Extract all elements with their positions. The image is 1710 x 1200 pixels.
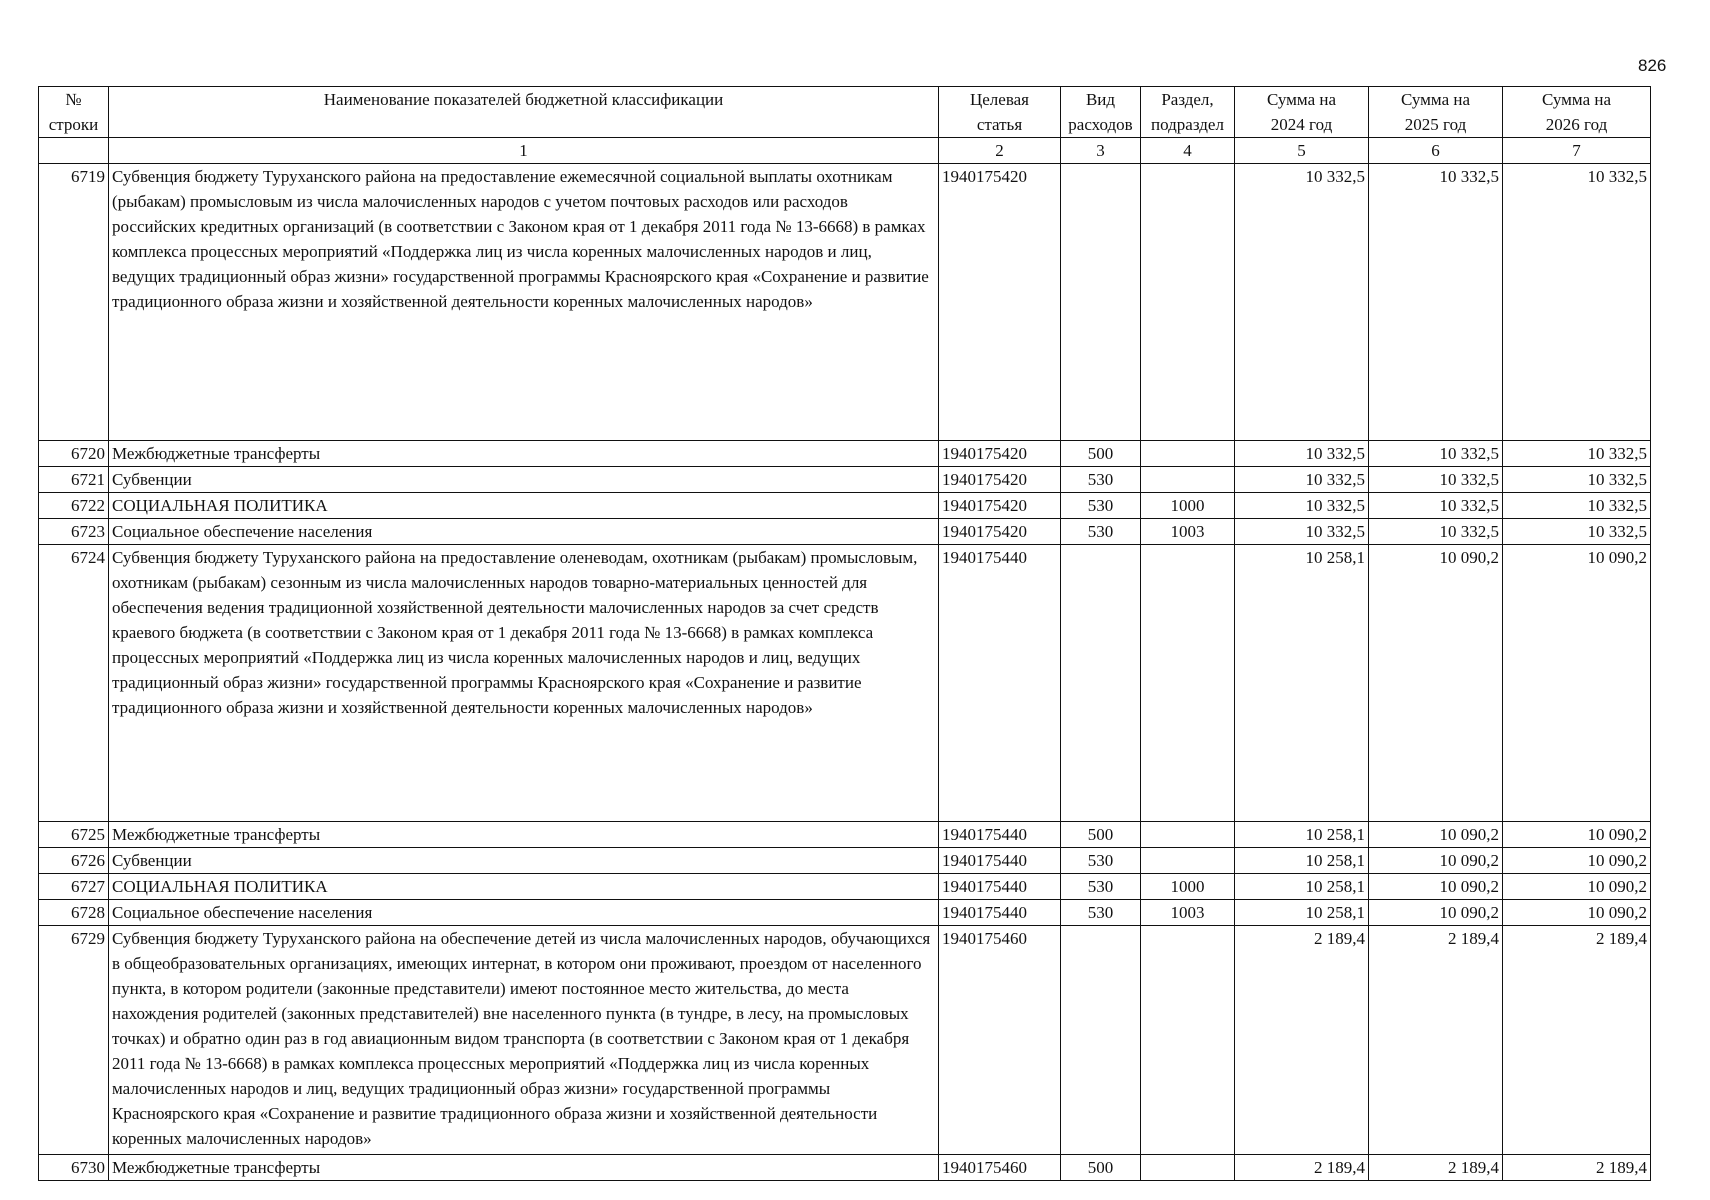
- row-name: Социальное обеспечение населения: [109, 519, 939, 545]
- row-sum-2025: 10 090,2: [1369, 874, 1503, 900]
- row-expense-type: 500: [1061, 822, 1141, 848]
- row-number: 6730: [39, 1155, 109, 1181]
- row-sum-2026: 10 090,2: [1503, 900, 1651, 926]
- row-sum-2024: 10 258,1: [1235, 545, 1369, 822]
- row-sum-2025: 2 189,4: [1369, 926, 1503, 1155]
- row-sum-2025: 10 090,2: [1369, 822, 1503, 848]
- row-section: [1141, 467, 1235, 493]
- row-sum-2024: 2 189,4: [1235, 1155, 1369, 1181]
- row-number: 6724: [39, 545, 109, 822]
- table-header-row: [39, 87, 1651, 138]
- row-target-code: 1940175460: [939, 1155, 1061, 1181]
- header-target-article: [939, 87, 1061, 138]
- row-name: Социальное обеспечение населения: [109, 900, 939, 926]
- row-sum-2024: 10 258,1: [1235, 848, 1369, 874]
- row-number: 6719: [39, 164, 109, 441]
- row-name: Межбюджетные трансферты: [109, 1155, 939, 1181]
- row-sum-2025: 10 332,5: [1369, 519, 1503, 545]
- row-sum-2026: 10 090,2: [1503, 848, 1651, 874]
- row-expense-type: [1061, 926, 1141, 1155]
- row-number: 6728: [39, 900, 109, 926]
- row-sum-2024: 2 189,4: [1235, 926, 1369, 1155]
- row-number: 6721: [39, 467, 109, 493]
- table-row: [39, 900, 1651, 926]
- row-sum-2025: 10 090,2: [1369, 848, 1503, 874]
- row-sum-2025: 2 189,4: [1369, 1155, 1503, 1181]
- header-s2025-line1: Сумма на: [1400, 90, 1471, 109]
- table-row: [39, 441, 1651, 467]
- row-sum-2024: 10 332,5: [1235, 519, 1369, 545]
- row-sum-2024: 10 332,5: [1235, 467, 1369, 493]
- header-name: Наименование показателей бюджетной классификации: [109, 87, 939, 138]
- row-sum-2026: 10 332,5: [1503, 441, 1651, 467]
- row-name: Субвенция бюджету Туруханского района на предоставление ежемесячной социальной выплаты охотникам (рыбакам) промысловым из числа малочисленных народов с учетом почтовых расходов или расходов российских кредитных организаций (в соответствии с Законом края от 1 декабря 2011 года № 13-6668) в рамках комплекса процессных мероприятий «Поддержка лиц из числа коренных малочисленных народов и лиц, ведущих традиционный образ жизни» государственной программы Красноярского края «Сохранение и развитие традиционного образа жизни и хозяйственной деятельности коренных малочисленных народов»: [109, 164, 939, 441]
- row-number: 6723: [39, 519, 109, 545]
- header-s2025-line2: 2025 год: [1404, 115, 1467, 134]
- row-target-code: 1940175420: [939, 441, 1061, 467]
- row-expense-type: 530: [1061, 848, 1141, 874]
- row-section: [1141, 848, 1235, 874]
- column-number-row: [39, 138, 1651, 164]
- row-number: 6727: [39, 874, 109, 900]
- row-sum-2024: 10 332,5: [1235, 164, 1369, 441]
- row-sum-2025: 10 332,5: [1369, 493, 1503, 519]
- column-number: 5: [1235, 138, 1369, 164]
- row-sum-2026: 10 090,2: [1503, 545, 1651, 822]
- row-sum-2026: 10 332,5: [1503, 164, 1651, 441]
- row-sum-2025: 10 090,2: [1369, 900, 1503, 926]
- header-razdel-line1: Раздел,: [1161, 90, 1214, 109]
- row-sum-2024: 10 332,5: [1235, 493, 1369, 519]
- row-target-code: 1940175440: [939, 848, 1061, 874]
- table-row: [39, 1155, 1651, 1181]
- row-sum-2025: 10 090,2: [1369, 545, 1503, 822]
- row-sum-2026: 10 332,5: [1503, 467, 1651, 493]
- row-target-code: 1940175460: [939, 926, 1061, 1155]
- row-expense-type: [1061, 545, 1141, 822]
- row-name: Межбюджетные трансферты: [109, 822, 939, 848]
- column-number: 2: [939, 138, 1061, 164]
- row-number: 6722: [39, 493, 109, 519]
- column-number-empty: [39, 138, 109, 164]
- column-number: 3: [1061, 138, 1141, 164]
- row-number: 6725: [39, 822, 109, 848]
- row-name: Межбюджетные трансферты: [109, 441, 939, 467]
- row-number: 6729: [39, 926, 109, 1155]
- column-number: 1: [109, 138, 939, 164]
- header-sum-2025: [1369, 87, 1503, 138]
- row-sum-2024: 10 258,1: [1235, 900, 1369, 926]
- row-sum-2025: 10 332,5: [1369, 441, 1503, 467]
- table-row: [39, 467, 1651, 493]
- row-section: 1000: [1141, 874, 1235, 900]
- row-section: [1141, 822, 1235, 848]
- table-row: [39, 874, 1651, 900]
- row-sum-2026: 2 189,4: [1503, 1155, 1651, 1181]
- header-row-number: [39, 87, 109, 138]
- row-expense-type: 530: [1061, 467, 1141, 493]
- row-number: 6720: [39, 441, 109, 467]
- row-name: Субвенция бюджету Туруханского района на обеспечение детей из числа малочисленных народов, обучающихся в общеобразовательных организациях, имеющих интернат, в котором они проживают, проездом от населенного пункта, в котором родители (законные представители) имеют постоянное место жительства, до места нахождения родителей (законных представителей) вне населенного пункта (в тундре, в лесу, на промысловых точках) и обратно один раз в год авиационным видом транспорта (в соответствии с Законом края от 1 декабря 2011 года № 13-6668) в рамках комплекса процессных мероприятий «Поддержка лиц из числа коренных малочисленных народов и лиц, ведущих традиционный образ жизни» государственной программы Красноярского края «Сохранение и развитие традиционного образа жизни и хозяйственной деятельности коренных малочисленных народов»: [109, 926, 939, 1155]
- row-expense-type: 530: [1061, 519, 1141, 545]
- row-target-code: 1940175440: [939, 900, 1061, 926]
- row-sum-2025: 10 332,5: [1369, 164, 1503, 441]
- header-vid-line1: Вид: [1085, 90, 1116, 109]
- row-expense-type: 530: [1061, 900, 1141, 926]
- row-expense-type: 530: [1061, 493, 1141, 519]
- row-section: 1000: [1141, 493, 1235, 519]
- row-section: 1003: [1141, 519, 1235, 545]
- table-row: [39, 822, 1651, 848]
- row-sum-2024: 10 258,1: [1235, 874, 1369, 900]
- row-section: [1141, 164, 1235, 441]
- row-sum-2026: 10 090,2: [1503, 874, 1651, 900]
- column-number: 6: [1369, 138, 1503, 164]
- row-target-code: 1940175440: [939, 545, 1061, 822]
- row-sum-2024: 10 258,1: [1235, 822, 1369, 848]
- row-name: Субвенции: [109, 848, 939, 874]
- header-razdel-line2: подраздел: [1151, 115, 1224, 134]
- row-sum-2026: 10 332,5: [1503, 493, 1651, 519]
- row-expense-type: 530: [1061, 874, 1141, 900]
- page-number: 826: [1638, 56, 1667, 75]
- row-expense-type: 500: [1061, 441, 1141, 467]
- row-number: 6726: [39, 848, 109, 874]
- row-target-code: 1940175420: [939, 467, 1061, 493]
- row-expense-type: 500: [1061, 1155, 1141, 1181]
- table-row: [39, 519, 1651, 545]
- table-row: [39, 926, 1651, 1155]
- row-target-code: 1940175440: [939, 822, 1061, 848]
- header-num-line1: №: [65, 90, 82, 109]
- row-section: [1141, 1155, 1235, 1181]
- row-section: [1141, 441, 1235, 467]
- header-expense-type: [1061, 87, 1141, 138]
- row-section: [1141, 545, 1235, 822]
- table-row: [39, 493, 1651, 519]
- row-sum-2025: 10 332,5: [1369, 467, 1503, 493]
- row-name: СОЦИАЛЬНАЯ ПОЛИТИКА: [109, 874, 939, 900]
- row-target-code: 1940175420: [939, 493, 1061, 519]
- header-target-line1: Целевая: [969, 90, 1030, 109]
- header-target-line2: статья: [976, 115, 1023, 134]
- column-number: 7: [1503, 138, 1651, 164]
- row-sum-2024: 10 332,5: [1235, 441, 1369, 467]
- row-name: Субвенция бюджету Туруханского района на предоставление оленеводам, охотникам (рыбакам) промысловым, охотникам (рыбакам) сезонным из числа малочисленных народов товарно-материальных ценностей для обеспечения ведения традиционной хозяйственной деятельности малочисленных народов за счет средств краевого бюджета (в соответствии с Законом края от 1 декабря 2011 года № 13-6668) в рамках комплекса процессных мероприятий «Поддержка лиц из числа коренных малочисленных народов и лиц, ведущих традиционный образ жизни» государственной программы Красноярского края «Сохранение и развитие традиционного образа жизни и хозяйственной деятельности коренных малочисленных народов»: [109, 545, 939, 822]
- header-s2024-line2: 2024 год: [1270, 115, 1333, 134]
- row-target-code: 1940175440: [939, 874, 1061, 900]
- row-name: Субвенции: [109, 467, 939, 493]
- budget-table: [38, 86, 1651, 1181]
- row-expense-type: [1061, 164, 1141, 441]
- row-sum-2026: 2 189,4: [1503, 926, 1651, 1155]
- row-target-code: 1940175420: [939, 519, 1061, 545]
- header-sum-2026: [1503, 87, 1651, 138]
- header-s2026-line1: Сумма на: [1541, 90, 1612, 109]
- header-s2024-line1: Сумма на: [1266, 90, 1337, 109]
- row-sum-2026: 10 090,2: [1503, 822, 1651, 848]
- row-section: [1141, 926, 1235, 1155]
- row-target-code: 1940175420: [939, 164, 1061, 441]
- header-vid-line2: расходов: [1068, 115, 1133, 134]
- header-section: [1141, 87, 1235, 138]
- row-name: СОЦИАЛЬНАЯ ПОЛИТИКА: [109, 493, 939, 519]
- table-row: [39, 545, 1651, 822]
- table-row: [39, 164, 1651, 441]
- header-s2026-line2: 2026 год: [1545, 115, 1608, 134]
- row-sum-2026: 10 332,5: [1503, 519, 1651, 545]
- header-sum-2024: [1235, 87, 1369, 138]
- column-number: 4: [1141, 138, 1235, 164]
- table-row: [39, 848, 1651, 874]
- row-section: 1003: [1141, 900, 1235, 926]
- header-num-line2: строки: [48, 115, 99, 134]
